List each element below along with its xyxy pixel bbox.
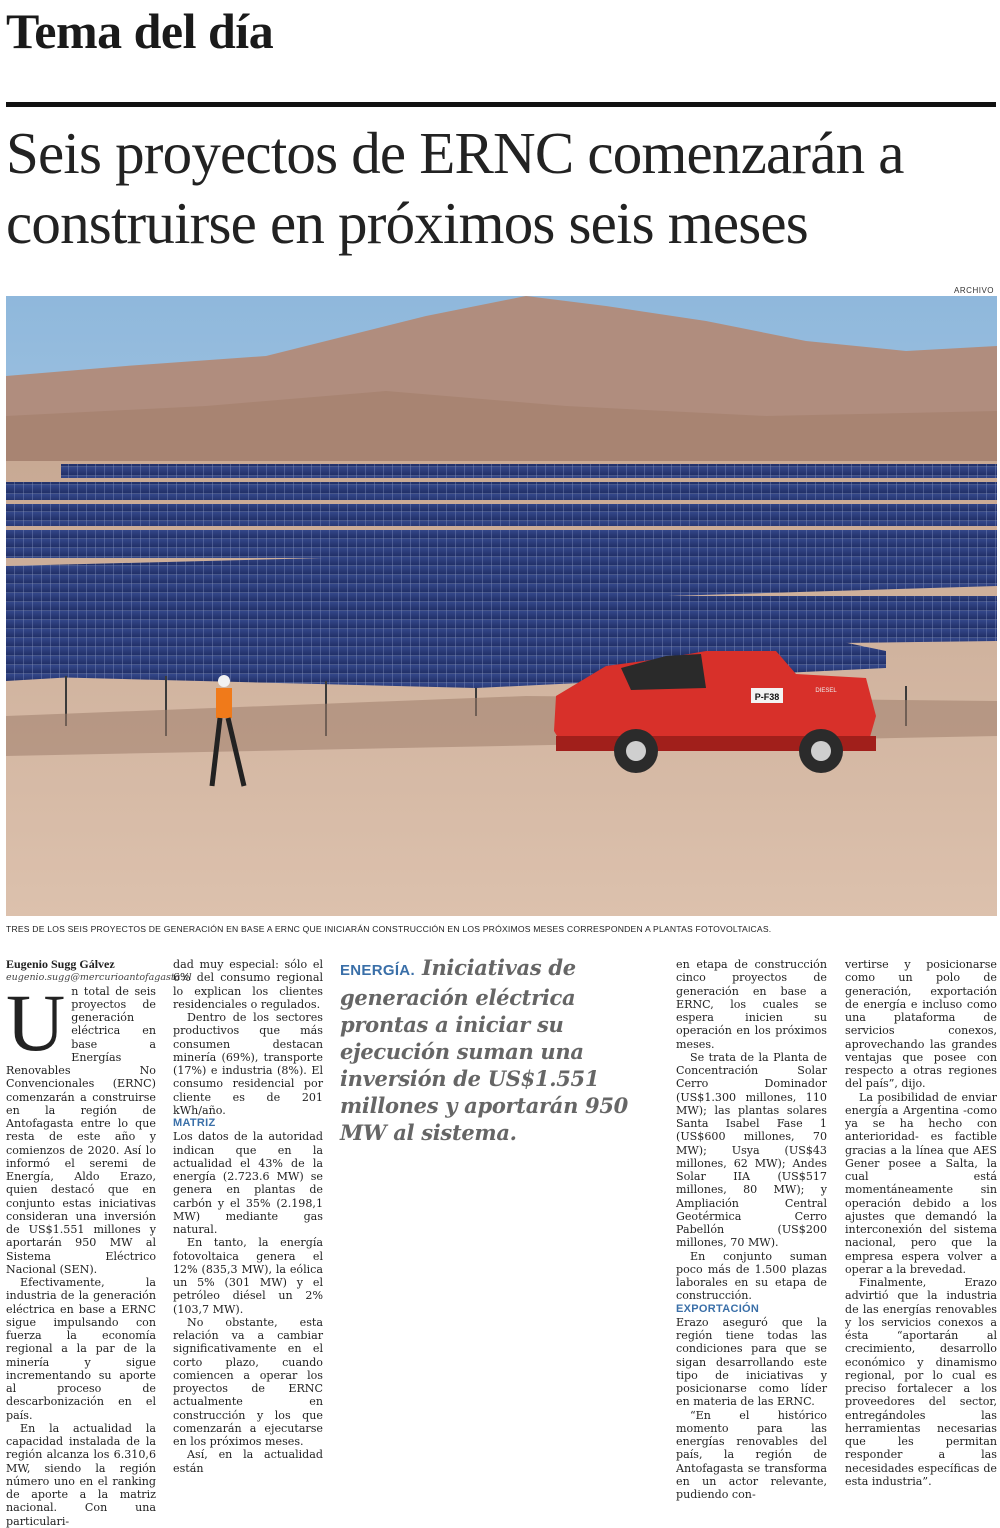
article-col-4	[845, 958, 997, 1488]
paragraph: en etapa de construcción cinco proyectos de generación en base a ERNC, los cuales se espera inicien su operación en los próximos meses.	[676, 958, 827, 1051]
article-col-1	[6, 957, 192, 1528]
paragraph: La posibilidad de enviar energía a Argentina -como ya se ha hecho con anterioridad- es factible gracias a la línea que AES Gener posee a Salta, la cual está momentáneamente sin operación debido a los ajustes que demandó la interconexión del sistema nacional, pero que la empresa espera volver a operar a la brevedad.	[845, 1090, 997, 1276]
dropcap: U	[6, 976, 66, 1068]
paragraph: En tanto, la energía fotovoltaica genera el 12% (835,3 MW), la eólica un 5% (301 MW) y el petróleo diésel un 2% (103,7 MW).	[173, 1236, 323, 1316]
paragraph: En conjunto suman poco más de 1.500 plazas laborales en su etapa de construcción.	[676, 1249, 827, 1303]
paragraph: Los datos de la autoridad indican que en la actualidad el 43% de la energía (2.723.6 MW) se genera en plantas de carbón y el 35% (2.198,1 MW) mediante gas natural.	[173, 1130, 323, 1236]
lead-text: Iniciativas de generación eléctrica prontas a iniciar su ejecución suman una inversión de US$1.551 millones y aportarán 950 MW al sistema.	[340, 955, 628, 1145]
paragraph: No obstante, esta relación va a cambiar significativamente en el corto plazo, cuando comiencen a operar los proyectos de ERNC actualmente en construcción y los que comenzarán a ejecutarse en los próximos meses.	[173, 1315, 323, 1448]
paragraph: Dentro de los sectores productivos que más consumen destacan minería (69%), transporte (17%) e industria (8%). El consumo residencial por cliente es de 201 kWh/año.	[173, 1011, 323, 1117]
article-col-3	[676, 958, 827, 1501]
subhead-exportacion: EXPORTACIÓN	[676, 1302, 760, 1315]
section-rule	[6, 102, 996, 107]
truck-badge: DIESEL	[815, 688, 837, 694]
byline-email: eugenio.sugg@mercurioantofagasta.cl	[6, 972, 192, 984]
paragraph: Así, en la actualidad están	[173, 1448, 323, 1475]
headline: Seis proyectos de ERNC comenzarán a construirse en próximos seis meses	[6, 120, 904, 256]
byline-author: Eugenio Sugg Gálvez	[6, 957, 115, 971]
photo-caption: TRES DE LOS SEIS PROYECTOS DE GENERACIÓN EN BASE A ERNC QUE INICIARÁN CONSTRUCCIÓN EN LOS PRÓXIMOS MESES CORRESPONDEN A PLANTAS FOTOVOLTAICAS.	[6, 924, 772, 934]
solar-farm-photo	[6, 296, 997, 916]
photo-credit: ARCHIVO	[954, 286, 994, 295]
solar-farm-illustration	[6, 296, 997, 916]
article-col-2	[173, 958, 323, 1475]
truck-plate: P-F38	[754, 692, 780, 702]
paragraph: Efectivamente, la industria de la generación eléctrica en base a ERNC sigue impulsando con fuerza la economía regional a la par de la minería y sigue incrementando su aporte al proceso de descarbonización en el país.	[6, 1276, 156, 1422]
lead-kicker: ENERGÍA.	[340, 962, 415, 979]
lead-deck	[340, 954, 660, 1146]
paragraph: “En el histórico momento para las energías renovables del país, la región de Antofagasta se transforma en un actor relevante, pudiendo con-	[676, 1408, 827, 1501]
section-title: Tema del día	[6, 3, 274, 59]
paragraph: Finalmente, Erazo advirtió que la industria de las energías renovables y los servicios conexos a ésta “aportarán al crecimiento, desarrollo económico y dinamismo regional, por lo cual es preciso fortalecer a los proveedores del sector, entregándoles las herramientas necesarias que les permitan responder a las necesidades específicas de esta industria”.	[845, 1276, 997, 1488]
paragraph: En la actualidad la capacidad instalada de la región alcanza los 6.310,6 MW, siendo la región número uno en el ranking de aporte a la matriz nacional. Con una particulari-	[6, 1421, 156, 1528]
paragraph: n total de seis proyectos de generación eléctrica en base a Energías Renovables No Convencionales (ERNC) comenzarán a construirse en la región de Antofagasta entre lo que resta de este año y comienzos de 2020. Así lo informó el seremi de Energía, Aldo Erazo, quien destacó que en conjunto estas iniciativas consideran una inversión de US$1.551 millones y aportarán 950 MW al Sistema Eléctrico Nacional (SEN).	[6, 984, 156, 1276]
paragraph: Erazo aseguró que la región tiene todas las condiciones para que se sigan desarrollando este tipo de iniciativas y posicionarse como líder en materia de las ERNC.	[676, 1315, 827, 1409]
paragraph: dad muy especial: sólo el 6% del consumo regional lo explican los clientes residenciales o regulados.	[173, 958, 323, 1011]
subhead-matriz: MATRIZ	[173, 1117, 216, 1129]
paragraph: vertirse y posicionarse como un polo de generación, exportación de energía e incluso como una plataforma de servicios conexos, aprovechando las grandes ventajas que posee con respecto a otras regiones del país”, dijo.	[845, 958, 997, 1091]
paragraph: Se trata de la Planta de Concentración Solar Cerro Dominador (US$1.300 millones, 110 MW); las plantas solares Santa Isabel Fase 1 (US$600 millones, 70 MW); Usya (US$43 millones, 62 MW); Andes Solar IIA (US$517 millones, 80 MW); y Ampliación Central Geotérmica Cerro Pabellón (US$200 millones, 70 MW).	[676, 1050, 827, 1250]
